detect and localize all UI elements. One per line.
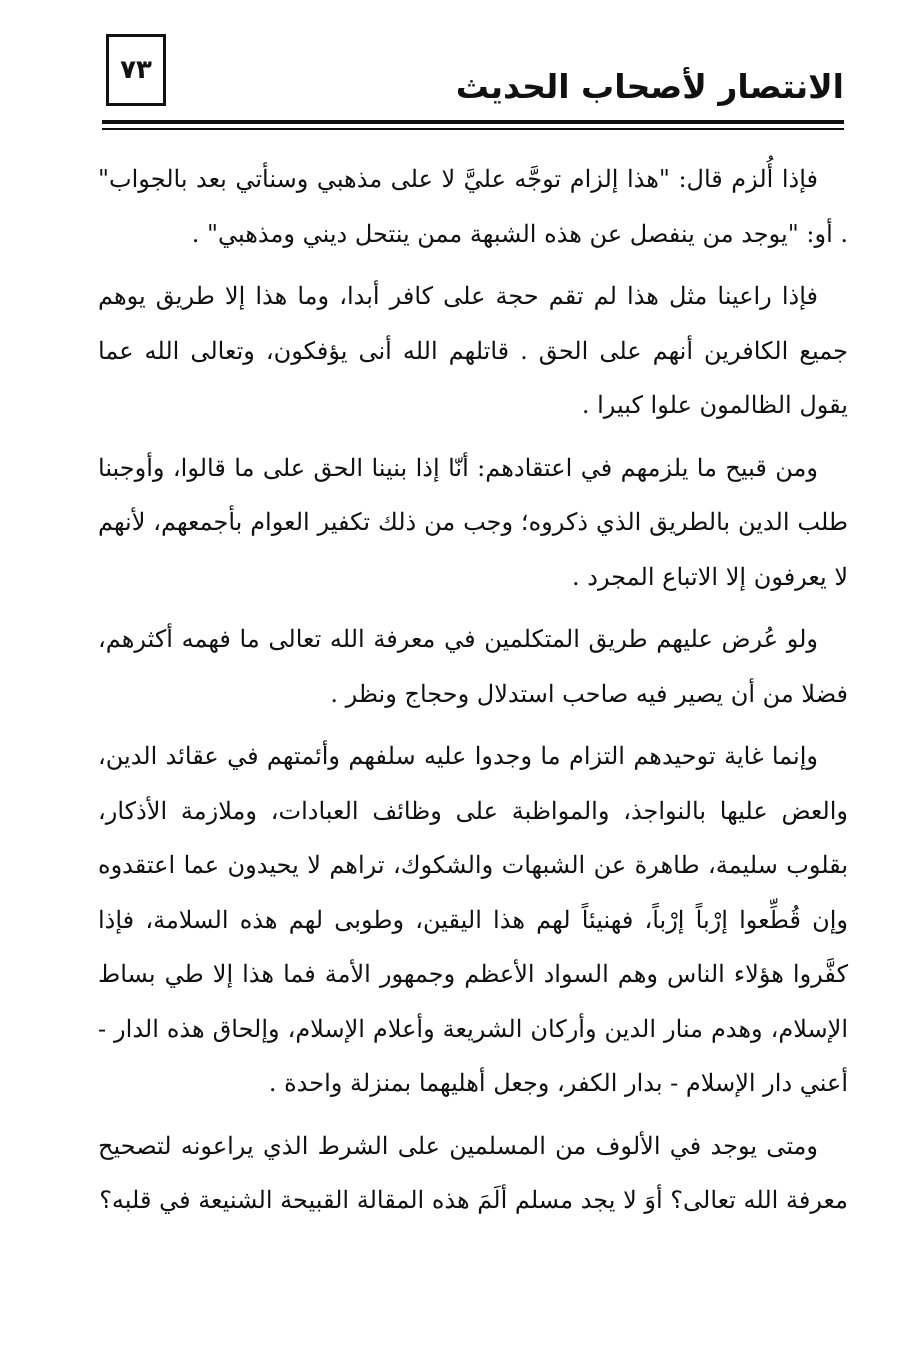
body-text [98, 152, 848, 1236]
paragraph-text: ومتى يوجد في الألوف من المسلمين على الشرط الذي يراعونه لتصحيح معرفة الله تعالى؟ أوَ لا يجد مسلم ألَمَ هذه المقالة القبيحة الشنيعة في قلبه؟ [98, 1131, 848, 1214]
paragraph [98, 612, 848, 721]
running-title: الانتصار لأصحاب الحديث [455, 67, 844, 106]
paragraph-text: وإنما غاية توحيدهم التزام ما وجدوا عليه سلفهم وأئمتهم في عقائد الدين، والعض عليها بالنواجذ، والمواظبة على وظائف العبادات، وملازمة الأذكار، بقلوب سليمة، طاهرة عن الشبهات والشكوك، تراهم لا يحيدون عما اعتقدوه وإن قُطِّعوا إرْباً إرْباً، فهنيئاً لهم هذا اليقين، وطوبى لهم هذه السلامة، فإذا كفَّروا هؤلاء الناس وهم السواد الأعظم وجمهور الأمة فما هذا إلا طي بساط الإسلام، وهدم منار الدين وأركان الشريعة وأعلام الإسلام، وإلحاق هذه الدار - أعني دار الإسلام - بدار الكفر، وجعل أهليهما بمنزلة واحدة . [98, 742, 848, 1097]
page-number-box [106, 34, 166, 106]
header-rule-thin [102, 128, 844, 130]
paragraph-text: ومن قبيح ما يلزمهم في اعتقادهم: أنّا إذا بنينا الحق على ما قالوا، وأوجبنا طلب الدين بالطريق الذي ذكروه؛ وجب من ذلك تكفير العوام بأجمعهم، لأنهم لا يعرفون إلا الاتباع المجرد . [98, 453, 848, 591]
paragraph-text: فإذا راعينا مثل هذا لم تقم حجة على كافر أبدا، وما هذا إلا طريق يوهم جميع الكافرين أنهم على الحق . قاتلهم الله أنى يؤفكون، وتعالى الله عما يقول الظالمون علوا كبيرا . [98, 282, 848, 419]
header-rule-thick [102, 120, 844, 124]
paragraph-text: فإذا أُلزم قال: "هذا إلزام توجَّه عليَّ لا على مذهبي وسنأتي بعد بالجواب" . أو: "يوجد من ينفصل عن هذه الشبهة ممن ينتحل ديني ومذهبي" . [98, 165, 848, 248]
paragraph-text: ولو عُرض عليهم طريق المتكلمين في معرفة الله تعالى ما فهمه أكثرهم، فضلا من أن يصير فيه صاحب استدلال وحجاج ونظر . [98, 625, 848, 708]
paragraph [98, 441, 848, 605]
paragraph [98, 269, 848, 433]
page-number: ٧٣ [120, 55, 152, 85]
paragraph [98, 152, 848, 261]
paragraph [98, 1119, 848, 1228]
paragraph [98, 729, 848, 1111]
